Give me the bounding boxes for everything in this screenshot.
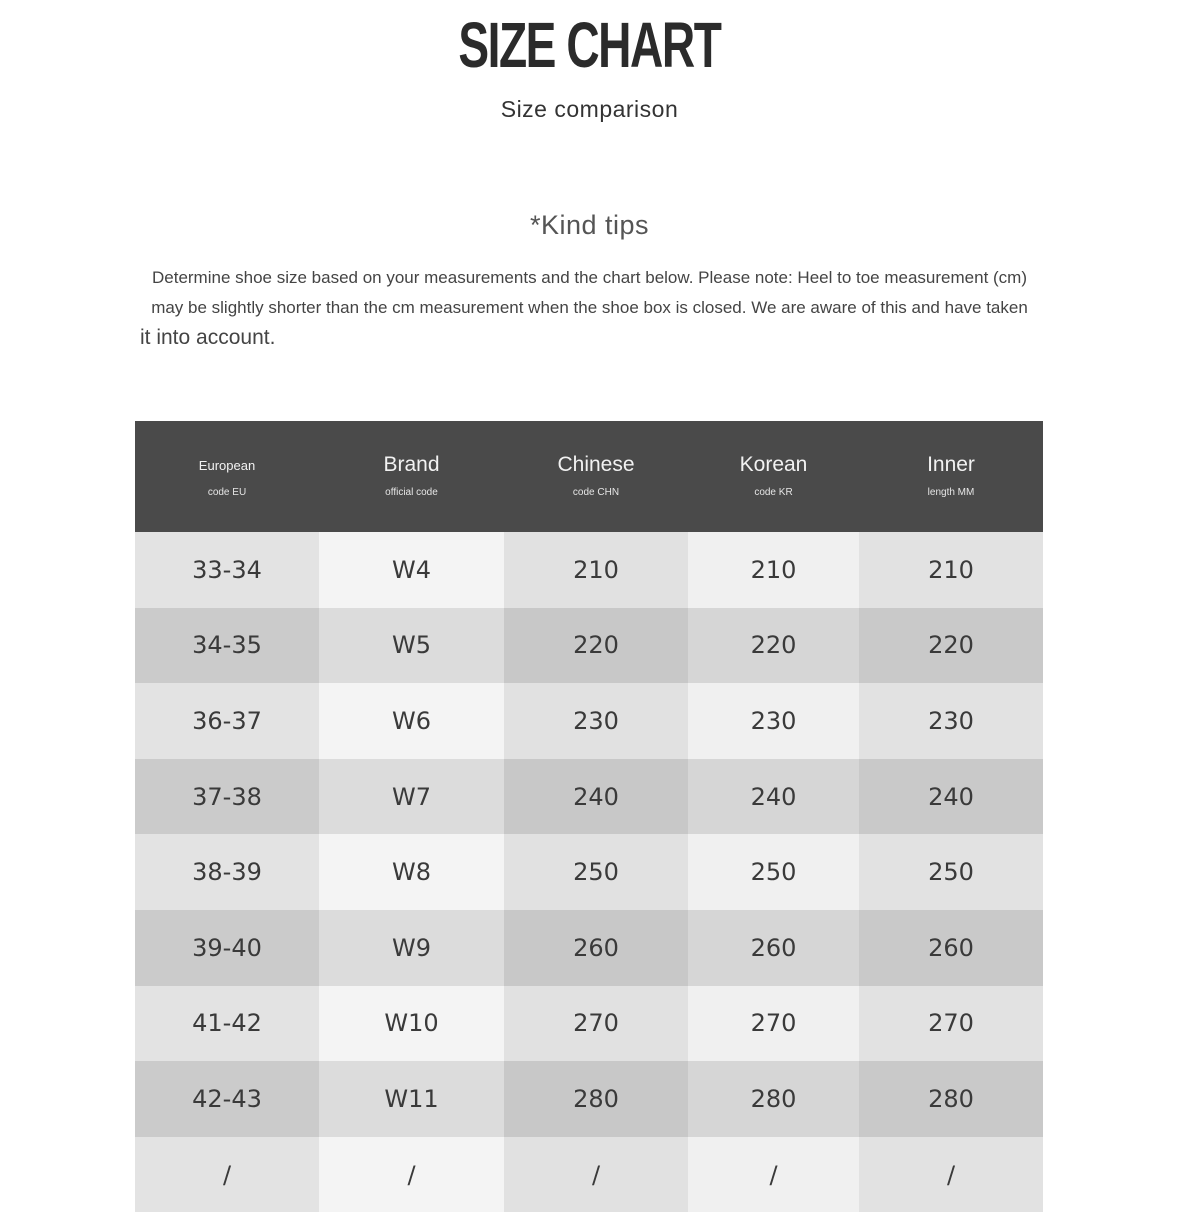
cell-kr: / xyxy=(688,1137,859,1213)
cell-eu: 42-43 xyxy=(135,1061,319,1137)
cell-eu: 33-34 xyxy=(135,532,319,608)
cell-eu: 34-35 xyxy=(135,608,319,684)
tips-text-line-2: may be slightly shorter than the cm measurement when the shoe box is closed. We are aware of this and have taken xyxy=(151,298,1028,317)
header-label: Brand xyxy=(383,453,440,476)
table-row xyxy=(135,759,1043,835)
header-label: Chinese xyxy=(557,453,635,476)
header-sublabel: code EU xyxy=(207,487,247,498)
cell-eu: 36-37 xyxy=(135,683,319,759)
cell-chn: 230 xyxy=(504,683,688,759)
header-brand xyxy=(319,421,504,532)
cell-kr: 250 xyxy=(688,834,859,910)
tips-text-line-3: it into account. xyxy=(140,326,276,349)
cell-kr: 270 xyxy=(688,986,859,1062)
tips-heading: *Kind tips xyxy=(529,210,650,240)
table-row xyxy=(135,1061,1043,1137)
cell-chn: 240 xyxy=(504,759,688,835)
cell-brand: W4 xyxy=(319,532,504,608)
cell-brand: / xyxy=(319,1137,504,1213)
table-row xyxy=(135,683,1043,759)
table-header xyxy=(135,421,1043,532)
page-title: SIZE CHART xyxy=(458,9,721,81)
header-sublabel: code KR xyxy=(754,487,793,498)
cell-kr: 210 xyxy=(688,532,859,608)
cell-brand: W8 xyxy=(319,834,504,910)
page-subtitle: Size comparison xyxy=(500,96,679,122)
cell-brand: W9 xyxy=(319,910,504,986)
cell-inner: 280 xyxy=(859,1061,1043,1137)
tips-text-line-1: Determine shoe size based on your measurements and the chart below. Please note: Heel to toe measurement (cm) xyxy=(151,268,1027,287)
cell-eu: 37-38 xyxy=(135,759,319,835)
cell-inner: 270 xyxy=(859,986,1043,1062)
cell-chn: 260 xyxy=(504,910,688,986)
header-european xyxy=(135,421,319,532)
header-label: Inner xyxy=(927,453,975,476)
cell-eu: 38-39 xyxy=(135,834,319,910)
header-sublabel: length MM xyxy=(927,487,975,498)
table-row xyxy=(135,608,1043,684)
cell-eu: 41-42 xyxy=(135,986,319,1062)
cell-inner: 240 xyxy=(859,759,1043,835)
cell-inner: 210 xyxy=(859,532,1043,608)
cell-chn: 220 xyxy=(504,608,688,684)
cell-kr: 260 xyxy=(688,910,859,986)
cell-eu: / xyxy=(135,1137,319,1213)
table-row xyxy=(135,532,1043,608)
header-chinese xyxy=(504,421,688,532)
cell-brand: W5 xyxy=(319,608,504,684)
cell-kr: 220 xyxy=(688,608,859,684)
cell-kr: 280 xyxy=(688,1061,859,1137)
cell-chn: 210 xyxy=(504,532,688,608)
table-row xyxy=(135,986,1043,1062)
cell-chn: 280 xyxy=(504,1061,688,1137)
cell-brand: W6 xyxy=(319,683,504,759)
cell-inner: / xyxy=(859,1137,1043,1213)
cell-brand: W11 xyxy=(319,1061,504,1137)
header-label: Korean xyxy=(739,453,808,476)
cell-chn: 270 xyxy=(504,986,688,1062)
table-row xyxy=(135,834,1043,910)
table-row xyxy=(135,1137,1043,1213)
table-row xyxy=(135,910,1043,986)
cell-chn: 250 xyxy=(504,834,688,910)
header-sublabel: official code xyxy=(385,487,438,498)
cell-inner: 260 xyxy=(859,910,1043,986)
header-label: European xyxy=(198,458,256,473)
cell-inner: 230 xyxy=(859,683,1043,759)
cell-brand: W7 xyxy=(319,759,504,835)
cell-kr: 240 xyxy=(688,759,859,835)
cell-eu: 39-40 xyxy=(135,910,319,986)
cell-inner: 250 xyxy=(859,834,1043,910)
cell-brand: W10 xyxy=(319,986,504,1062)
cell-inner: 220 xyxy=(859,608,1043,684)
header-sublabel: code CHN xyxy=(572,487,620,498)
header-inner xyxy=(859,421,1043,532)
cell-chn: / xyxy=(504,1137,688,1213)
cell-kr: 230 xyxy=(688,683,859,759)
size-table xyxy=(135,421,1043,1212)
header-korean xyxy=(688,421,859,532)
